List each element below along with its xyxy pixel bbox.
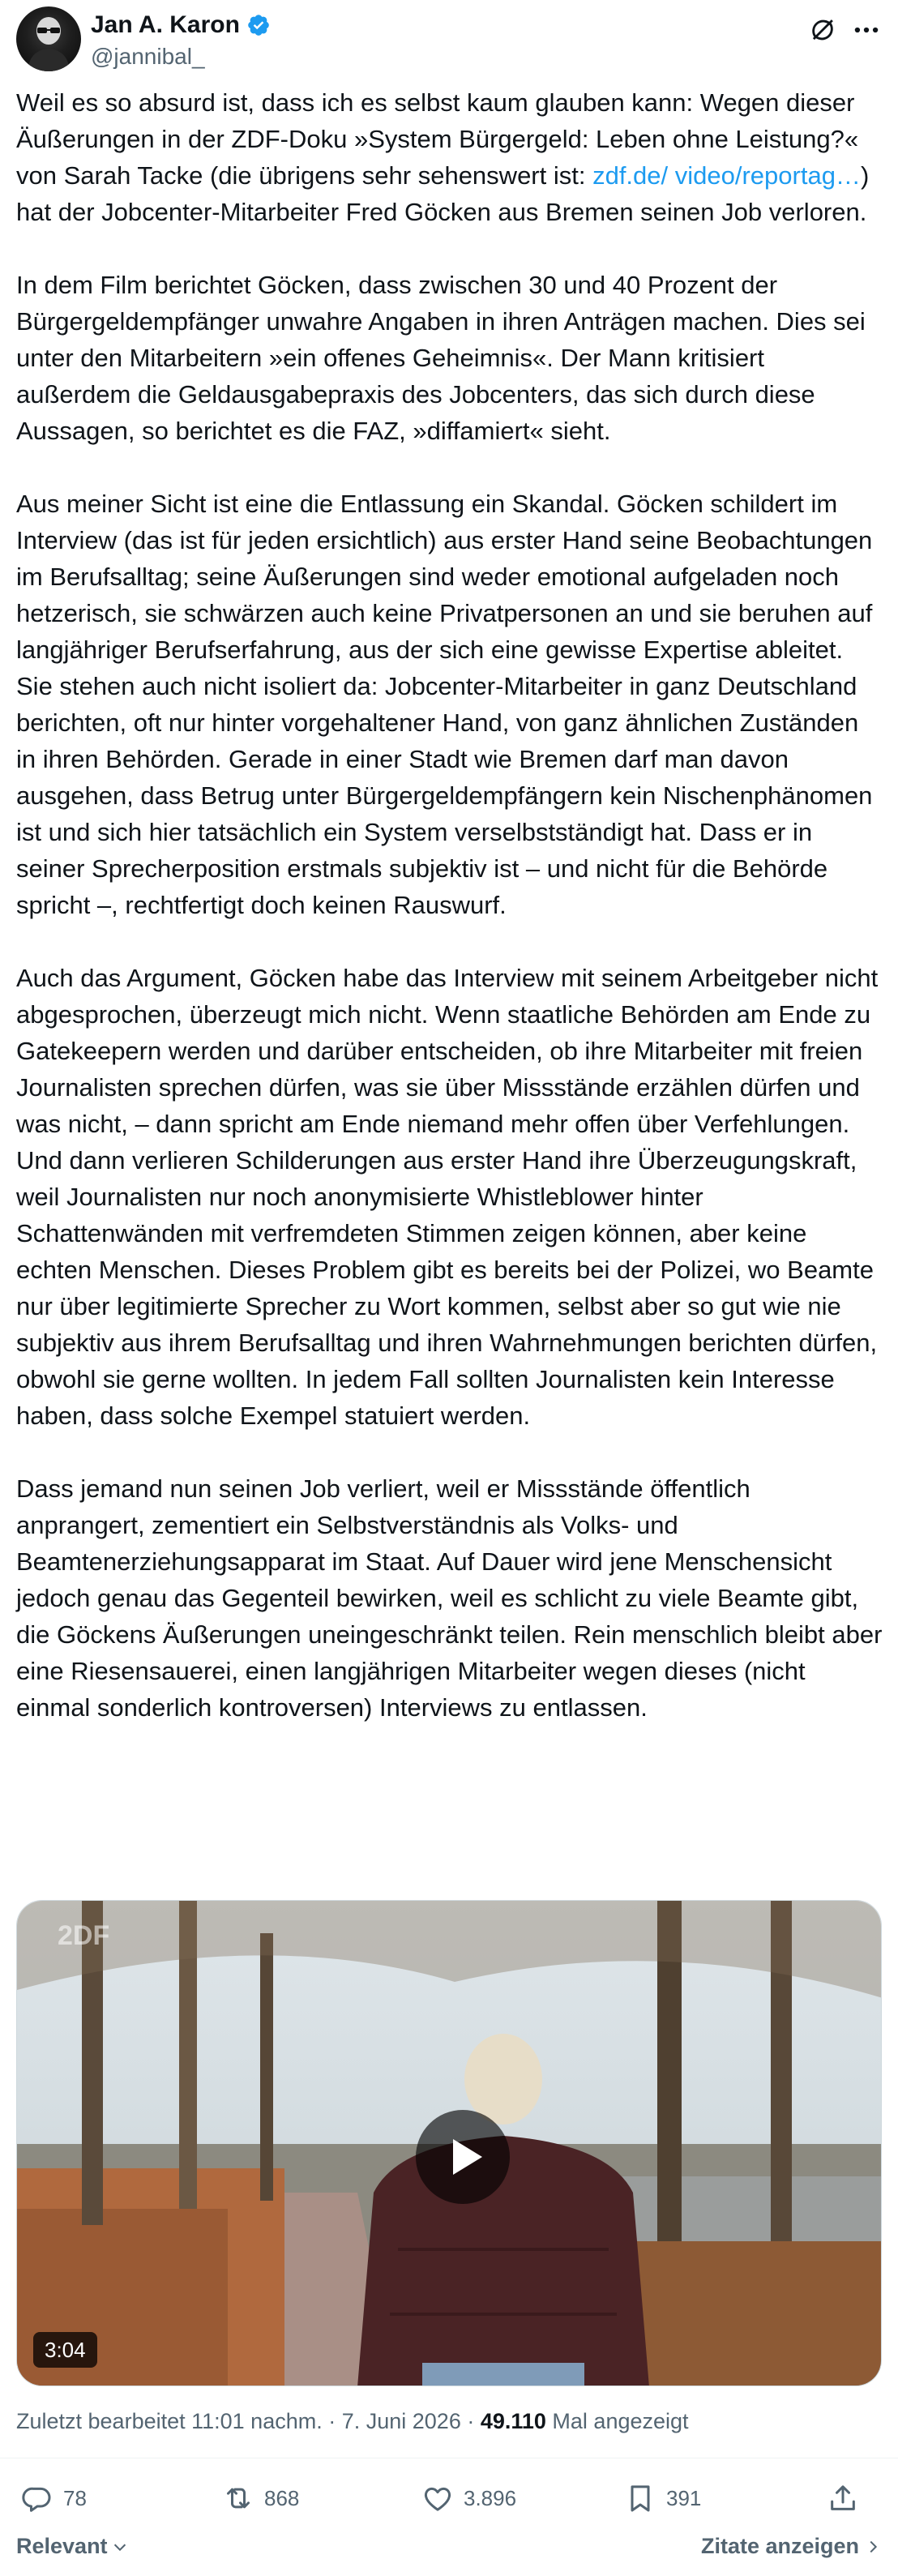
sort-dropdown[interactable] [16, 2534, 129, 2559]
reply-button[interactable] [21, 2479, 87, 2518]
like-button[interactable] [421, 2479, 516, 2518]
share-button[interactable] [827, 2479, 859, 2518]
edited-timestamp[interactable]: Zuletzt bearbeitet 11:01 nachm. · 7. Juni 2026 · [16, 2409, 481, 2433]
avatar[interactable] [16, 6, 81, 71]
author-name-row[interactable] [91, 11, 271, 39]
repost-icon [222, 2482, 254, 2514]
repost-button[interactable] [222, 2479, 299, 2518]
reply-icon [21, 2482, 53, 2514]
tweet-text-segment: Weil es so absurd ist, dass ich es selbst kaum glauben kann: Wegen dieser Äußerungen in der ZDF-Doku »System Bürgergeld: Leben ohne Leistung?« von Sarah Tacke (die übrigens sehr sehenswert ist: [16, 88, 859, 190]
tweet-meta [16, 2409, 689, 2434]
tweet-link[interactable]: zdf.de/ video/reportag… [592, 161, 861, 190]
author-handle[interactable]: @jannibal_ [91, 44, 205, 69]
share-icon [827, 2482, 859, 2514]
replies-footer [0, 2534, 898, 2570]
view-count: 49.110 [480, 2409, 546, 2433]
action-bar [0, 2479, 898, 2518]
quotes-label: Zitate anzeigen [700, 2534, 859, 2558]
like-count: 3.896 [464, 2485, 517, 2510]
bookmark-icon [624, 2482, 656, 2514]
view-label: Mal angezeigt [545, 2409, 689, 2433]
sort-label: Relevant [16, 2534, 108, 2558]
video-player[interactable] [16, 1900, 882, 2386]
tweet-text-segment: ) hat der Jobcenter-Mitarbeiter Fred Göcken aus Bremen seinen Job verloren. [16, 161, 870, 226]
tweet-paragraph: In dem Film berichtet Göcken, dass zwischen 30 und 40 Prozent der Bürgergeldempfänger unwahre Angaben in ihren Anträgen machen. Dies sei unter den Mitarbeitern »ein offenes Geheimnis«. Der Mann kritisiert außerdem die Geldausgabepraxis des Jobcenters, das sich durch diese Aussagen, so berichtet es die FAZ, »diffamiert« sieht. [16, 271, 866, 445]
bookmark-button[interactable] [624, 2479, 701, 2518]
like-icon [421, 2482, 454, 2514]
video-duration: 3:04 [33, 2332, 97, 2368]
more-icon[interactable] [851, 15, 882, 45]
chevron-right-icon [864, 2538, 882, 2556]
author-name[interactable]: Jan A. Karon [91, 11, 240, 38]
play-icon [416, 2110, 510, 2204]
repost-count: 868 [264, 2485, 300, 2510]
reply-count: 78 [63, 2485, 87, 2510]
tweet-paragraph: Aus meiner Sicht ist eine die Entlassung ein Skandal. Göcken schildert im Interview (das ist für jeden ersichtlich) aus erster Hand seine Beobachtungen im Berufsalltag; seine Äußerungen sind weder emotional aufgeladen noch hetzerisch, sie schwärzen auch keine Privatpersonen an und sie beruhen auf langjähriger Berufserfahrung, aus der sich eine gewisse Expertise ableitet. Sie stehen auch nicht isoliert da: Jobcenter-Mitarbeiter in ganz Deutschland berichten, oft nur hinter vorgehaltener Hand, von ganz ähnlichen Zuständen in ihren Behörden. Gerade in einer Stadt wie Bremen darf man davon ausgehen, dass Betrug unter Bürgergeldempfängern kein Nischenphänomen ist und sich hier tatsächlich ein System verselbstständigt hat. Dass er in seiner Sprecherposition erstmals subjektiv ist – und nicht für die Behörde spricht –, rechtfertigt doch keinen Rauswurf. [16, 490, 873, 919]
tweet-header [16, 6, 882, 71]
play-button[interactable] [416, 2110, 510, 2204]
tweet-text [16, 84, 883, 1726]
view-quotes-link[interactable] [701, 2534, 882, 2559]
tweet-paragraph [16, 84, 883, 230]
tweet-paragraph: Dass jemand nun seinen Job verliert, weil er Missstände öffentlich anprangert, zementiert ein Selbstverständnis als Volks- und Beamtenerziehungsapparat im Staat. Auf Dauer wird jene Menschensicht jedoch genau das Gegenteil bewirken, weil es schlicht zu viele Beamte gibt, die Göckens Äußerungen uneingeschränkt teilen. Rein menschlich bleibt aber eine Riesensauerei, einen langjährigen Mitarbeiter wegen dieses (nicht einmal sonderlich kontroversen) Interviews zu entlassen. [16, 1474, 883, 1722]
chevron-down-icon [111, 2538, 129, 2556]
channel-watermark: 2DF [58, 1920, 110, 1951]
tweet-paragraph: Auch das Argument, Göcken habe das Interview mit seinem Arbeitgeber nicht abgesprochen, überzeugt mich nicht. Wenn staatliche Behörden am Ende zu Gatekeepern werden und darüber entscheiden, ob ihre Mitarbeiter mit freien Journalisten sprechen dürfen, was sie über Missstände erzählen dürfen und was nicht, – dann spricht am Ende niemand mehr offen über Verfehlungen. Und dann verlieren Schilderungen aus erster Hand ihre Überzeugungskraft, weil Journalisten nur noch anonymisierte Whistleblower hinter Schattenwänden mit verfremdeten Stimmen zeigen können, aber keine echten Menschen. Dieses Problem gibt es bereits bei der Polizei, wo Beamte nur über legitimierte Sprecher zu Wort kommen, selbst aber so gut wie nie subjektiv aus ihrem Berufsalltag und ihren Wahrnehmungen berichten dürfen, obwohl sie gerne wollten. In jedem Fall sollten Journalisten kein Interesse haben, dass solche Exempel statuiert werden. [16, 964, 879, 1430]
verified-badge-icon [246, 13, 271, 37]
bookmark-count: 391 [666, 2485, 702, 2510]
grok-icon[interactable] [807, 15, 838, 45]
